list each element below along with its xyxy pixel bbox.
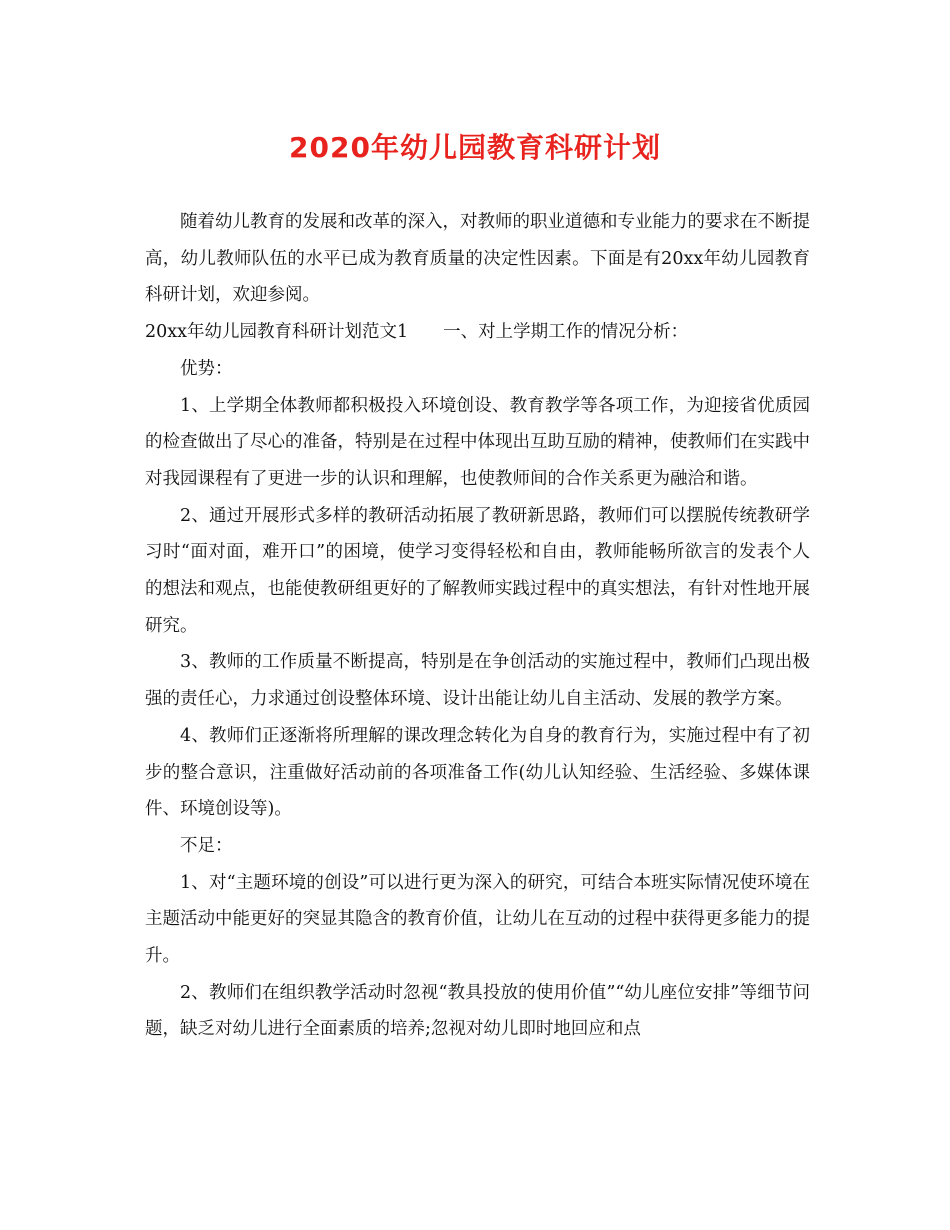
- paragraph-weaknesses-heading: 不足：: [180, 835, 233, 856]
- paragraph-intro: 随着幼儿教育的发展和改革的深入，对教师的职业道德和专业能力的要求在不断提高，幼儿教师队伍的水平已成为教育质量的决定性因素。下面是有20xx年幼儿园教育科研计划，欢迎参阅。: [145, 212, 810, 306]
- document-title: 2020年幼儿园教育科研计划: [289, 131, 661, 164]
- document-body: [145, 204, 810, 1048]
- paragraph-strengths-heading: 优势：: [180, 358, 233, 379]
- paragraph-strength-2: 2、通过开展形式多样的教研活动拓展了教研新思路，教师们可以摆脱传统教研学习时“面对面，难开口”的困境，使学习变得轻松和自由，教师能畅所欲言的发表个人的想法和观点，也能使教研组更好的了解教师实践过程中的真实想法，有针对性地开展研究。: [145, 505, 810, 636]
- paragraph-strength-4: 4、教师们正逐渐将所理解的课改理念转化为自身的教育行为，实施过程中有了初步的整合意识，注重做好活动前的各项准备工作(幼儿认知经验、生活经验、多媒体课件、环境创设等)。: [145, 725, 810, 820]
- paragraph-weakness-1: 1、对“主题环境的创设”可以进行更为深入的研究，可结合本班实际情况使环境在主题活动中能更好的突显其隐含的教育价值，让幼儿在互动的过程中获得更多能力的提升。: [145, 872, 810, 967]
- paragraph-strength-1: 1、上学期全体教师都积极投入环境创设、教育教学等各项工作，为迎接省优质园的检查做出了尽心的准备，特别是在过程中体现出互助互励的精神，使教师们在实践中对我园课程有了更进一步的认识和理解，也使教师间的合作关系更为融洽和谐。: [145, 395, 810, 489]
- paragraph-section-heading: 20xx年幼儿园教育科研计划范文1 一、对上学期工作的情况分析：: [145, 322, 689, 343]
- paragraph-weakness-2: 2、教师们在组织教学活动时忽视“教具投放的使用价值”“幼儿座位安排”等细节问题，缺乏对幼儿进行全面素质的培养;忽视对幼儿即时地回应和点: [145, 982, 810, 1040]
- paragraph-strength-3: 3、教师的工作质量不断提高，特别是在争创活动的实施过程中，教师们凸现出极强的责任心，力求通过创设整体环境、设计出能让幼儿自主活动、发展的教学方案。: [145, 652, 810, 710]
